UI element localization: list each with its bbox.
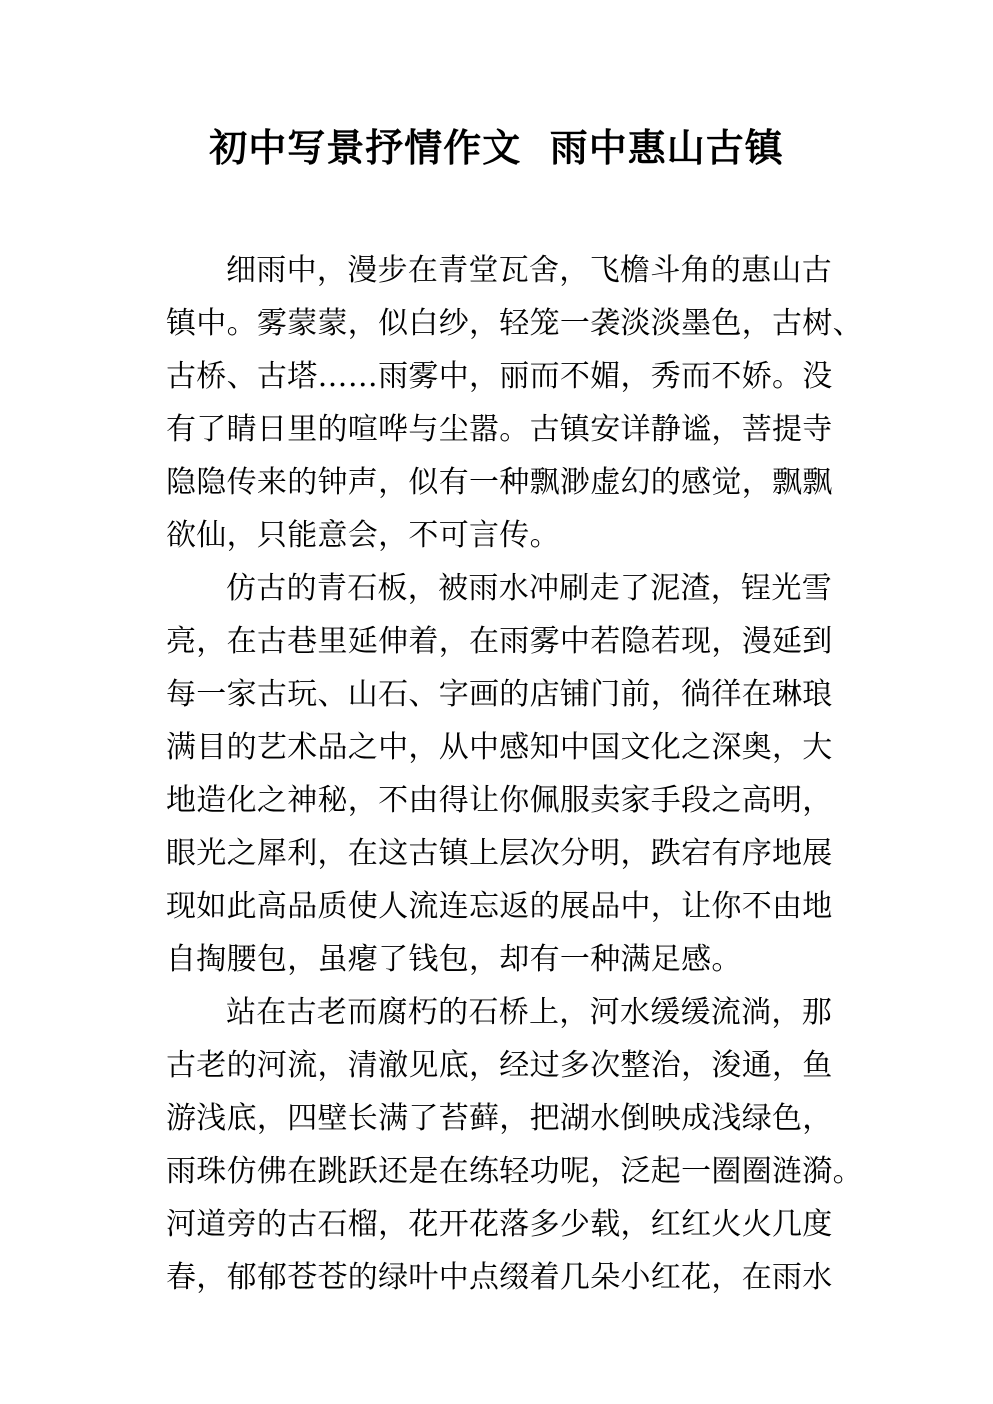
- text-line: 雨珠仿佛在跳跃还是在练轻功呢，泛起一圈圈涟漪。: [166, 1154, 863, 1189]
- text-line: 眼光之犀利，在这古镇上层次分明，跌宕有序地展: [166, 836, 833, 871]
- text-line: 每一家古玩、山石、字画的店铺门前，徜徉在琳琅: [166, 677, 833, 712]
- text-line: 游浅底，四壁长满了苔藓，把湖水倒映成浅绿色，: [166, 1101, 833, 1136]
- document-title: 初中写景抒情作文 雨中惠山古镇: [209, 126, 784, 170]
- text-line: 隐隐传来的钟声，似有一种飘渺虚幻的感觉，飘飘: [166, 465, 833, 500]
- text-line: 细雨中，漫步在青堂瓦舍，飞檐斗角的惠山古: [226, 253, 832, 288]
- text-line: 仿古的青石板，被雨水冲刷走了泥渣，锃光雪: [226, 571, 832, 606]
- text-line: 地造化之神秘，不由得让你佩服卖家手段之高明，: [166, 783, 833, 818]
- text-line: 站在古老而腐朽的石桥上，河水缓缓流淌，那: [226, 995, 832, 1030]
- text-line: 欲仙，只能意会，不可言传。: [166, 518, 560, 553]
- text-line: 现如此高品质使人流连忘返的展品中，让你不由地: [166, 889, 833, 924]
- text-line: 有了睛日里的喧哗与尘嚣。古镇安详静谧，菩提寺: [166, 412, 833, 447]
- text-line: 古桥、古塔……雨雾中，丽而不媚，秀而不娇。没: [166, 359, 833, 394]
- text-line: 自掏腰包，虽瘪了钱包，却有一种满足感。: [166, 942, 742, 977]
- text-line: 亮，在古巷里延伸着，在雨雾中若隐若现，漫延到: [166, 624, 833, 659]
- text-line: 河道旁的古石榴，花开花落多少载，红红火火几度: [166, 1207, 833, 1242]
- text-line: 满目的艺术品之中，从中感知中国文化之深奥，大: [166, 730, 833, 765]
- text-line: 镇中。雾蒙蒙，似白纱，轻笼一袭淡淡墨色，古树、: [166, 306, 863, 341]
- text-line: 春，郁郁苍苍的绿叶中点缀着几朵小红花，在雨水: [166, 1260, 833, 1295]
- text-line: 古老的河流，清澈见底，经过多次整治，浚通，鱼: [166, 1048, 833, 1083]
- document-body: [166, 244, 863, 1304]
